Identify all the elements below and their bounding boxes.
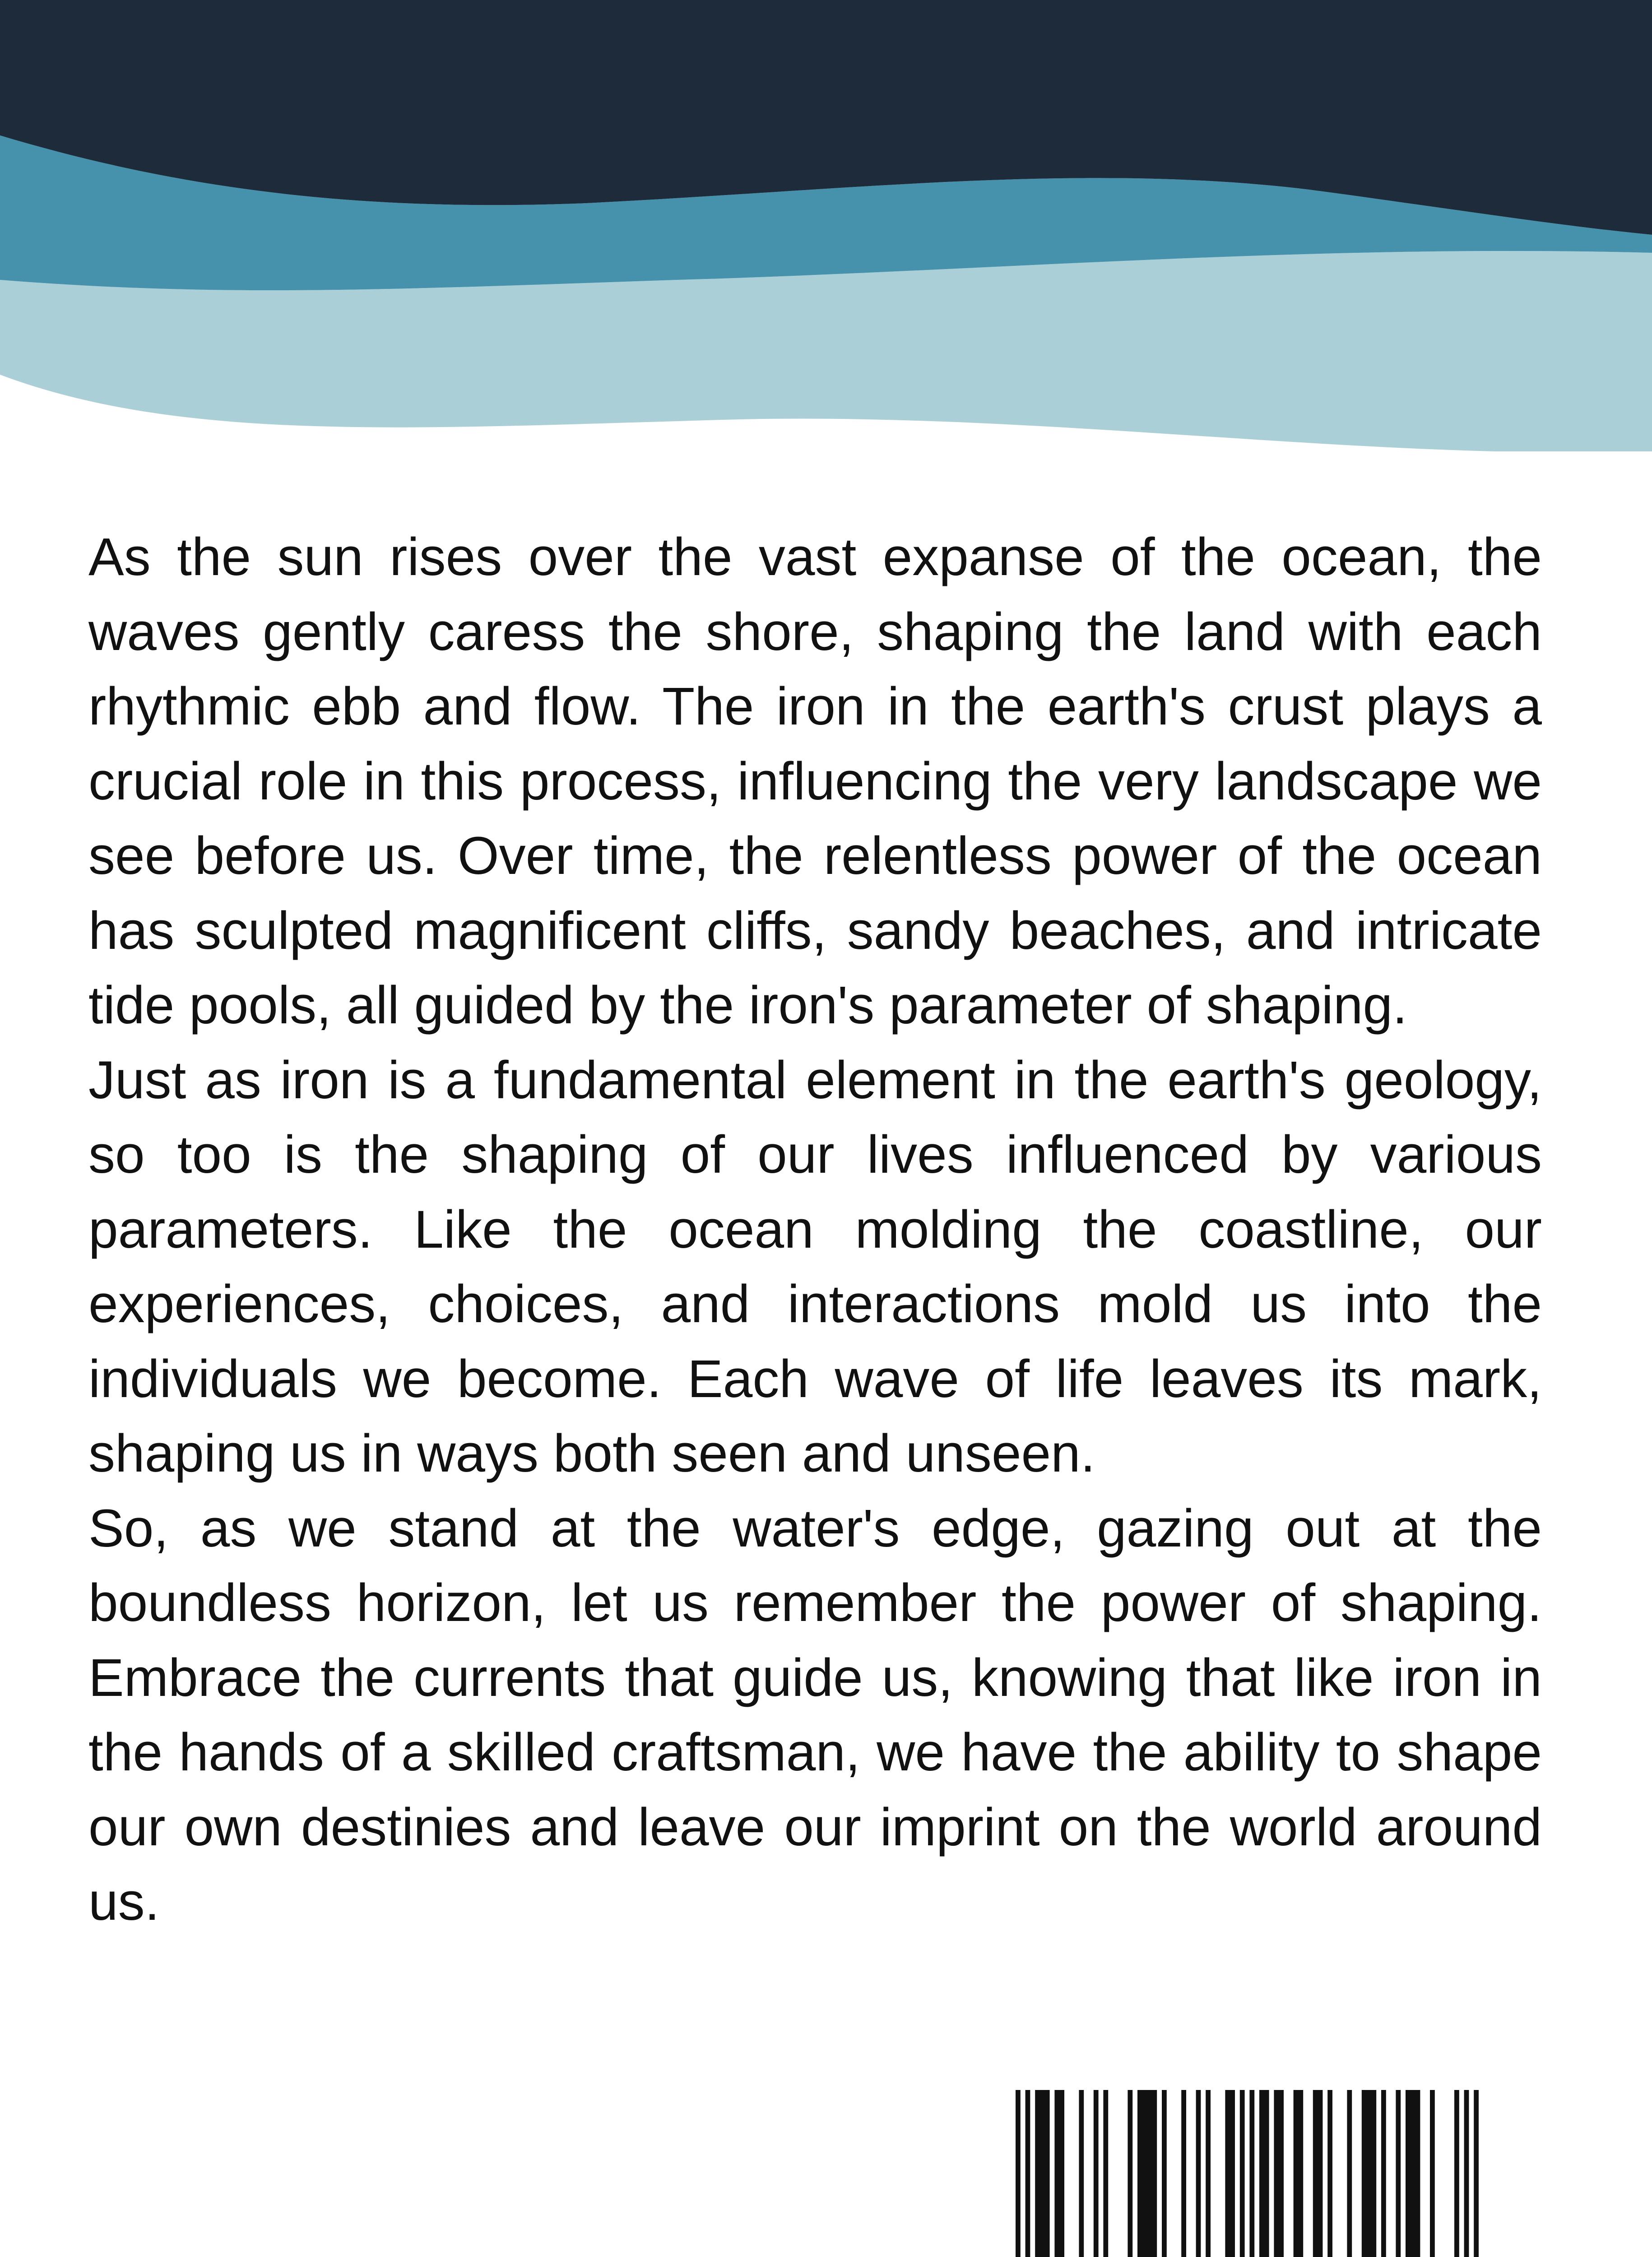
barcode-bar-25 (1406, 2090, 1420, 2257)
paragraph-1: As the sun rises over the vast expanse of the ocean, the waves gently caress the shore, shaping the land with each rhythmic ebb and flow. The iron in the earth's crust plays a crucial role in this process, influencing the very landscape we see before us. Over time, the relentless power of the ocean has sculpted magnificent cliffs, sandy beaches, and intricate tide pools, all guided by the iron's parameter of shaping. (88, 527, 1542, 1035)
barcode-bar-4 (1079, 2090, 1084, 2257)
barcode-bar-20 (1327, 2090, 1332, 2257)
barcode-bar-15 (1249, 2090, 1254, 2257)
barcode-bar-7 (1128, 2090, 1132, 2257)
barcode-bar-29 (1474, 2090, 1479, 2257)
barcode-bar-26 (1430, 2090, 1435, 2257)
barcode-bar-19 (1313, 2090, 1323, 2257)
barcode-bar-21 (1347, 2090, 1352, 2257)
header-wave-graphic (0, 0, 1652, 451)
isbn-barcode (984, 2085, 1499, 2257)
barcode-bar-27 (1454, 2090, 1459, 2257)
barcode-bar-3 (1054, 2090, 1064, 2257)
barcode-bar-28 (1464, 2090, 1469, 2257)
barcode-bar-22 (1362, 2090, 1376, 2257)
back-cover-text (88, 520, 1542, 1940)
barcode-bar-2 (1035, 2090, 1049, 2257)
barcode-bar-12 (1206, 2090, 1211, 2257)
barcode-bar-9 (1162, 2090, 1167, 2257)
barcode-bar-8 (1137, 2090, 1157, 2257)
barcode-bar-5 (1094, 2090, 1099, 2257)
barcode-bar-24 (1396, 2090, 1401, 2257)
barcode-bar-1 (1026, 2090, 1030, 2257)
paragraph-3: So, as we stand at the water's edge, gazing out at the boundless horizon, let us remember the power of shaping. Embrace the currents that guide us, knowing that like iron in the hands of a skilled craftsman, we have the ability to shape our own destinies and leave our imprint on the world around us. (88, 1498, 1542, 1932)
barcode-bar-17 (1274, 2090, 1284, 2257)
barcode-bar-13 (1225, 2090, 1235, 2257)
barcode-bar-11 (1196, 2090, 1201, 2257)
barcode-bar-16 (1259, 2090, 1269, 2257)
paragraph-2: Just as iron is a fundamental element in the earth's geology, so too is the shaping of our lives influenced by various parameters. Like the ocean molding the coastline, our experiences, choices, and interactions mold us into the individuals we become. Each wave of life leaves its mark, shaping us in ways both seen and unseen. (88, 1050, 1542, 1483)
barcode-bar-6 (1103, 2090, 1108, 2257)
barcode-bar-18 (1294, 2090, 1304, 2257)
barcode-bar-0 (1016, 2090, 1021, 2257)
barcode-bar-10 (1181, 2090, 1186, 2257)
barcode-bar-23 (1381, 2090, 1386, 2257)
barcode-bar-14 (1240, 2090, 1245, 2257)
